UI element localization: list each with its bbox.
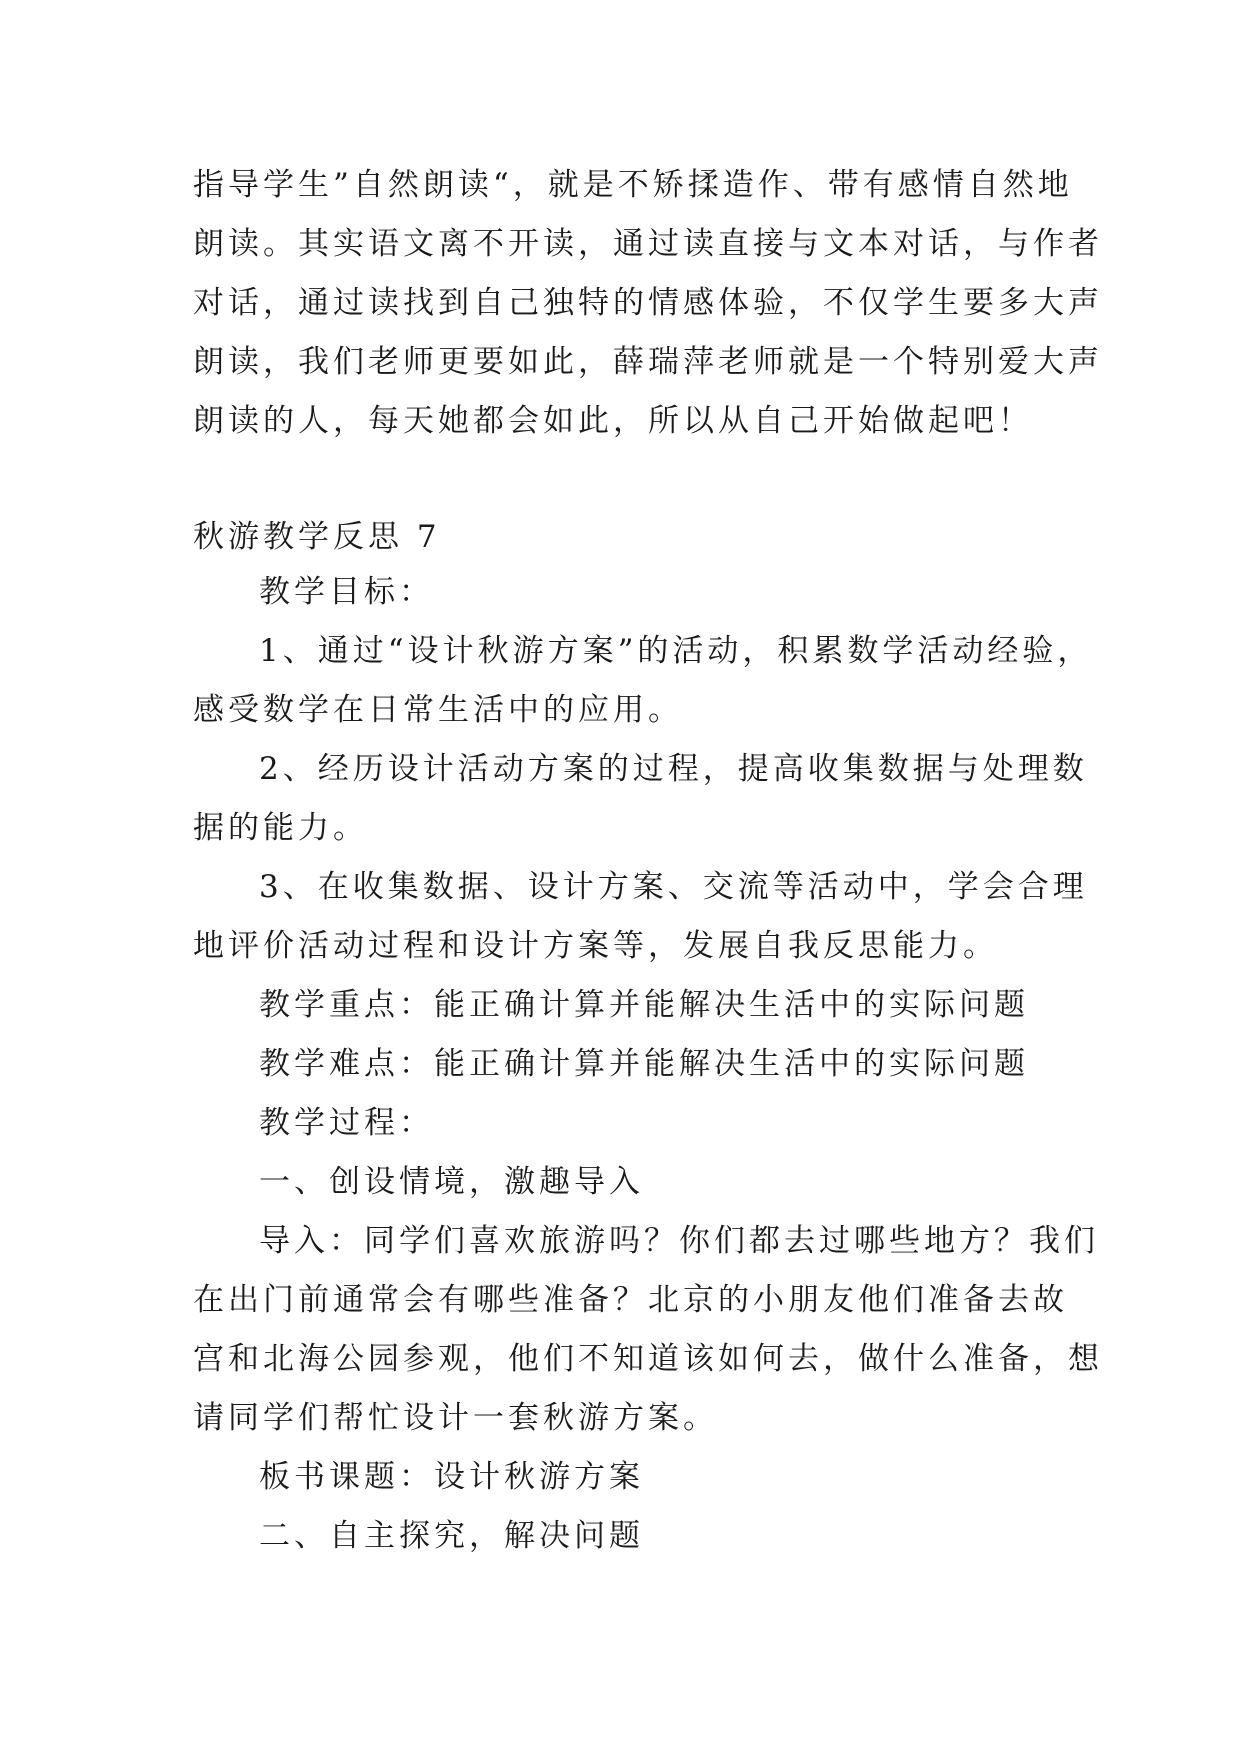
- difficulty-line: 教学难点：能正确计算并能解决生活中的实际问题: [259, 1046, 1029, 1082]
- intro-line-4: 请同学们帮忙设计一套秋游方案。: [193, 1400, 718, 1436]
- goal-2-line-2: 据的能力。: [193, 810, 368, 846]
- text-line: 指导学生”自然朗读“，就是不矫揉造作、带有感情自然地: [193, 167, 1073, 203]
- lesson-body: [193, 563, 1103, 1566]
- process-label: 教学过程：: [259, 1105, 434, 1141]
- text-line: 对话，通过读找到自己独特的情感体验，不仅学生要多大声: [193, 285, 1103, 321]
- goal-1-line-1: 1、通过“设计秋游方案”的活动，积累数学活动经验，: [259, 633, 1093, 669]
- goal-2-line-1: 2、经历设计活动方案的过程，提高收集数据与处理数: [259, 751, 1088, 787]
- teaching-goals-label: 教学目标：: [259, 574, 434, 610]
- board-title-line: 板书课题：设计秋游方案: [259, 1459, 644, 1495]
- intro-line-2: 在出门前通常会有哪些准备？北京的小朋友他们准备去故: [193, 1282, 1068, 1318]
- step-2-heading: 二、自主探究，解决问题: [259, 1518, 644, 1554]
- text-line: 朗读的人，每天她都会如此，所以从自己开始做起吧！: [193, 403, 1033, 439]
- intro-line-3: 宫和北海公园参观，他们不知道该如何去，做什么准备，想: [193, 1341, 1103, 1377]
- goal-1-line-2: 感受数学在日常生活中的应用。: [193, 692, 683, 728]
- text-line: 朗读。其实语文离不开读，通过读直接与文本对话，与作者: [193, 226, 1103, 262]
- goal-3-line-2: 地评价活动过程和设计方案等，发展自我反思能力。: [193, 928, 998, 964]
- intro-line-1: 导入：同学们喜欢旅游吗？你们都去过哪些地方？我们: [259, 1223, 1099, 1259]
- text-line: 朗读，我们老师更要如此，薛瑞萍老师就是一个特别爱大声: [193, 344, 1103, 380]
- key-point-line: 教学重点：能正确计算并能解决生活中的实际问题: [259, 987, 1029, 1023]
- goal-3-line-1: 3、在收集数据、设计方案、交流等活动中，学会合理: [259, 869, 1088, 905]
- step-1-heading: 一、创设情境，激趣导入: [259, 1164, 644, 1200]
- paragraph-reading-reflection: [193, 156, 1103, 451]
- section-title: 秋游教学反思 7: [193, 519, 441, 555]
